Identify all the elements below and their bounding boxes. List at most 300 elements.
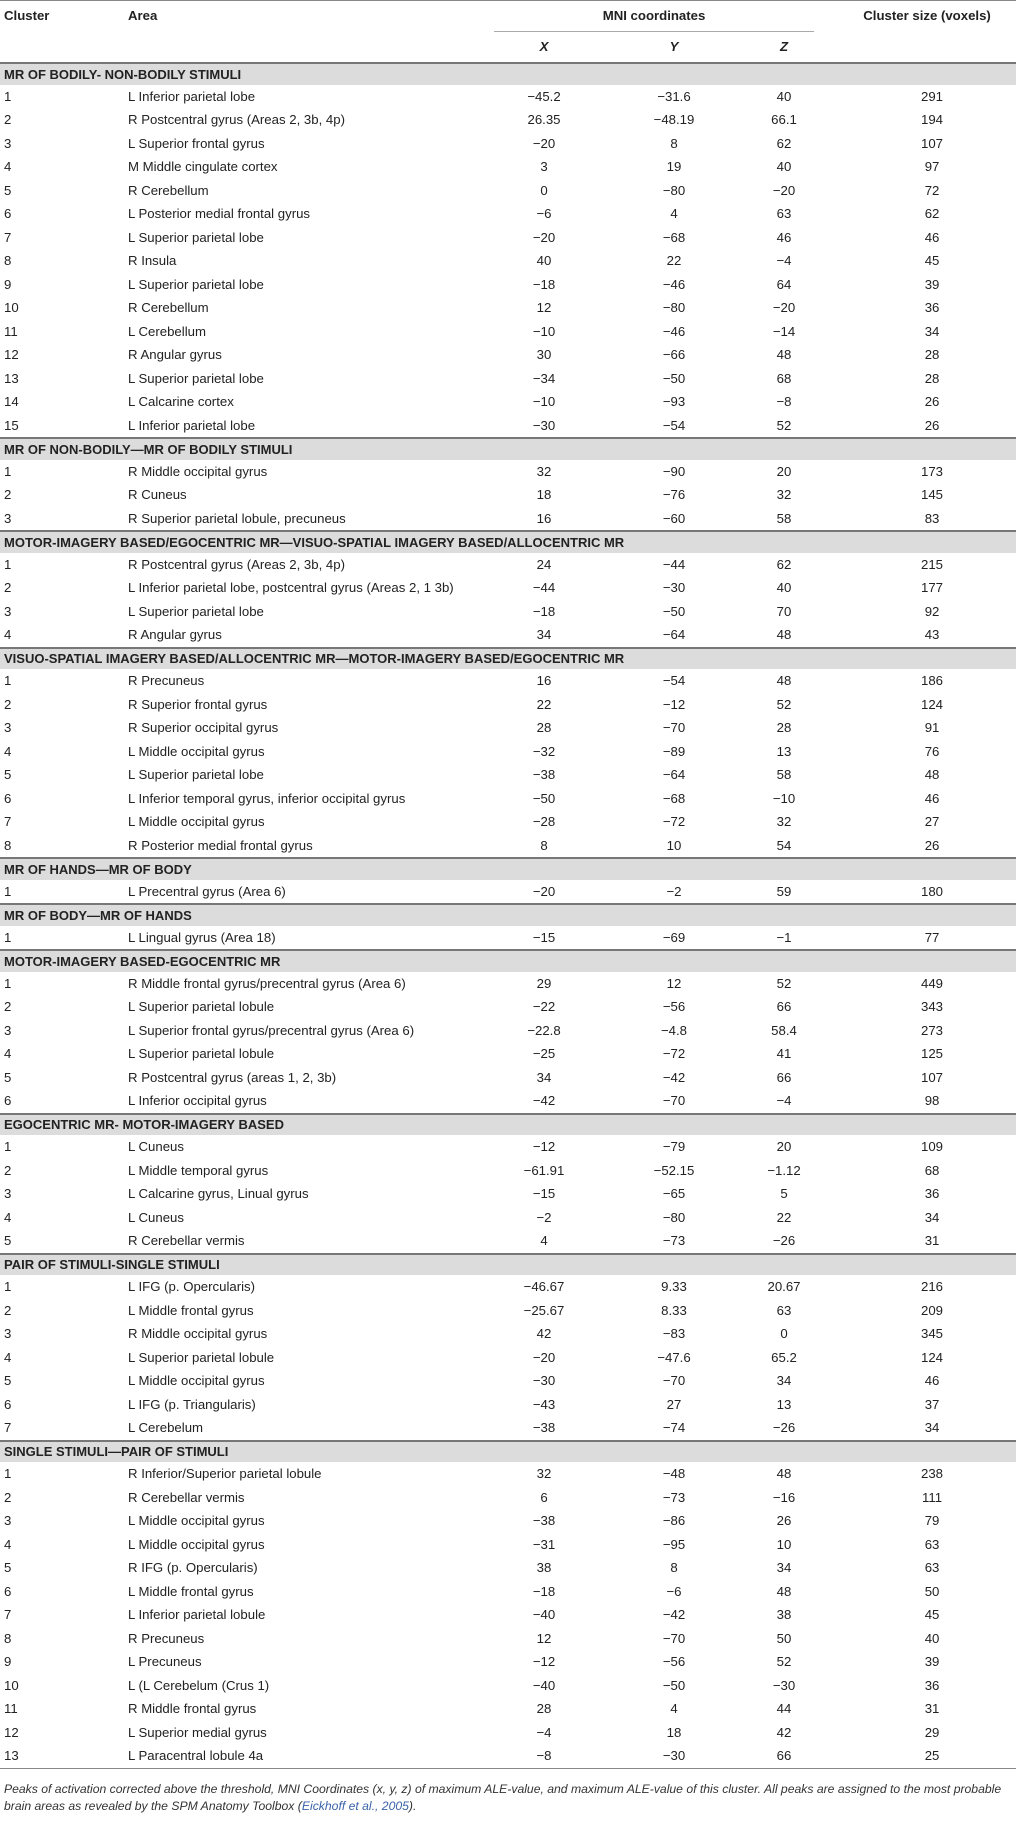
area-cell: L Calcarine gyrus, Linual gyrus [128, 1186, 309, 1202]
section-title: MR OF BODY—MR OF HANDS [0, 904, 1016, 926]
table-row [0, 1229, 1016, 1254]
y-cell: −64 [662, 767, 686, 783]
area-cell: L Superior parietal lobule [128, 1349, 275, 1365]
size-cell: 107 [921, 1069, 944, 1085]
area-cell: R Middle occipital gyrus [128, 1326, 268, 1342]
cluster-cell: 3 [4, 510, 12, 526]
cluster-cell: 2 [4, 1162, 12, 1178]
table-row [0, 740, 1016, 764]
cluster-cell: 8 [4, 1630, 12, 1646]
y-cell: −42 [662, 1607, 686, 1623]
y-cell: 4 [670, 1701, 678, 1717]
size-cell: 216 [921, 1279, 944, 1295]
size-cell: 34 [924, 1209, 940, 1225]
area-cell: R Angular gyrus [128, 347, 222, 363]
cluster-cell: 12 [4, 1724, 19, 1740]
y-cell: −72 [662, 1046, 686, 1062]
z-cell: 5 [780, 1186, 788, 1202]
area-cell: L Cuneus [128, 1139, 184, 1155]
size-cell: 37 [924, 1396, 940, 1412]
table-row [0, 343, 1016, 367]
caption-end: ). [408, 1798, 417, 1813]
table-row [0, 787, 1016, 811]
z-cell: 58 [776, 510, 792, 526]
cluster-cell: 7 [4, 814, 12, 830]
cluster-cell: 12 [4, 347, 19, 363]
section-title: MOTOR-IMAGERY BASED/EGOCENTRIC MR—VISUO-SPATIAL IMAGERY BASED/ALLOCENTRIC MR [0, 531, 1016, 553]
table-row [0, 834, 1016, 859]
size-cell: 343 [921, 999, 944, 1015]
x-cell: −31 [532, 1536, 556, 1552]
z-cell: −10 [772, 790, 796, 806]
z-cell: 66 [776, 1069, 792, 1085]
section-title: PAIR OF STIMULI-SINGLE STIMULI [0, 1254, 1016, 1276]
x-cell: −20 [532, 883, 556, 899]
cluster-cell: 4 [4, 627, 12, 643]
table-row [0, 1486, 1016, 1510]
size-cell: 27 [924, 814, 940, 830]
z-cell: 26 [776, 1513, 792, 1529]
x-cell: −4 [536, 1724, 552, 1740]
table-row [0, 155, 1016, 179]
y-cell: 27 [666, 1396, 682, 1412]
size-cell: 209 [921, 1302, 944, 1318]
size-cell: 36 [924, 1186, 940, 1202]
size-cell: 63 [924, 1560, 940, 1576]
x-cell: 34 [536, 627, 552, 643]
cluster-cell: 9 [4, 1654, 12, 1670]
cluster-cell: 5 [4, 1233, 12, 1249]
y-cell: −56 [662, 999, 686, 1015]
cluster-cell: 4 [4, 1046, 12, 1062]
table-row [0, 1135, 1016, 1159]
size-cell: 194 [921, 112, 944, 128]
area-cell: L Middle frontal gyrus [128, 1583, 254, 1599]
y-cell: 8.33 [661, 1302, 687, 1318]
x-cell: 4 [540, 1233, 548, 1249]
area-cell: L Lingual gyrus (Area 18) [128, 929, 276, 945]
cluster-cell: 2 [4, 112, 12, 128]
cluster-cell: 4 [4, 1349, 12, 1365]
table-row [0, 1299, 1016, 1323]
y-cell: −86 [662, 1513, 686, 1529]
x-cell: −61.91 [523, 1162, 565, 1178]
table-row [0, 1322, 1016, 1346]
cluster-cell: 9 [4, 276, 12, 292]
section-title: EGOCENTRIC MR- MOTOR-IMAGERY BASED [0, 1114, 1016, 1136]
table-header [0, 1, 1016, 64]
y-cell: −65 [662, 1186, 686, 1202]
y-cell: −30 [594, 1744, 754, 1768]
cluster-cell: 5 [4, 1069, 12, 1085]
z-cell: 0 [780, 1326, 788, 1342]
size-cell: 26 [924, 394, 940, 410]
y-cell: −66 [662, 347, 686, 363]
z-cell: 63 [776, 1302, 792, 1318]
y-cell: −52.15 [653, 1162, 695, 1178]
table-caption [0, 1769, 1016, 1815]
y-cell: −46 [662, 276, 686, 292]
x-cell: −18 [532, 276, 556, 292]
size-cell: 173 [921, 463, 944, 479]
x-cell: −30 [532, 1373, 556, 1389]
z-cell: −4 [776, 253, 792, 269]
x-cell: 26.35 [527, 112, 561, 128]
table-row [0, 179, 1016, 203]
area-cell: R Postcentral gyrus (areas 1, 2, 3b) [128, 1069, 337, 1085]
y-cell: 10 [666, 837, 682, 853]
z-cell: 52 [776, 975, 792, 991]
section-header [0, 63, 1016, 85]
area-cell: L Superior parietal lobe [128, 276, 264, 292]
table-row [0, 995, 1016, 1019]
cluster-cell: 4 [4, 1209, 12, 1225]
cluster-cell: 1 [4, 556, 12, 572]
area-cell: L Middle occipital gyrus [128, 814, 265, 830]
cluster-cell: 3 [4, 135, 12, 151]
x-cell: 8 [540, 837, 548, 853]
cluster-cell: 11 [4, 323, 18, 339]
table-row [0, 85, 1016, 109]
cluster-cell: 2 [4, 1489, 12, 1505]
table-row [0, 576, 1016, 600]
x-cell: −38 [532, 1420, 556, 1436]
cluster-cell: 3 [4, 603, 12, 619]
y-cell: −44 [662, 556, 686, 572]
cluster-cell: 13 [4, 370, 19, 386]
table-body [0, 63, 1016, 1768]
x-cell: −20 [532, 135, 556, 151]
area-cell: L Paracentral lobule 4a [124, 1744, 494, 1768]
cluster-cell: 1 [4, 673, 12, 689]
y-cell: 18 [666, 1724, 682, 1740]
x-cell: 30 [536, 347, 552, 363]
table-row [0, 1019, 1016, 1043]
table-row [0, 669, 1016, 693]
x-cell: 12 [536, 300, 552, 316]
y-cell: −73 [662, 1233, 686, 1249]
z-cell: 52 [776, 1654, 792, 1670]
table-row [0, 1066, 1016, 1090]
table-row [0, 1369, 1016, 1393]
size-cell: 145 [921, 487, 944, 503]
area-cell: L Inferior parietal lobule [128, 1607, 266, 1623]
cluster-cell: 1 [4, 929, 12, 945]
y-cell: 22 [666, 253, 682, 269]
y-cell: −50 [662, 1677, 686, 1693]
size-cell: 26 [924, 417, 940, 433]
area-cell: L IFG (p. Triangularis) [128, 1396, 256, 1412]
size-cell: 273 [921, 1022, 944, 1038]
area-cell: L Superior medial gyrus [128, 1724, 267, 1740]
table-row [0, 1159, 1016, 1183]
y-cell: −80 [662, 182, 686, 198]
table-row [0, 1627, 1016, 1651]
y-cell: −76 [662, 487, 686, 503]
y-cell: 4 [670, 206, 678, 222]
size-cell: 72 [924, 182, 940, 198]
y-cell: −73 [662, 1489, 686, 1505]
size-cell: 186 [921, 673, 944, 689]
cluster-cell: 5 [4, 1560, 12, 1576]
z-cell: 68 [776, 370, 792, 386]
size-cell: 34 [924, 1420, 940, 1436]
z-cell: 40 [776, 88, 792, 104]
area-cell: R Posterior medial frontal gyrus [128, 837, 313, 853]
x-cell: 18 [536, 487, 552, 503]
x-cell: −12 [532, 1654, 556, 1670]
area-cell: R Cerebellum [128, 182, 209, 198]
z-cell: 50 [776, 1630, 792, 1646]
y-cell: −12 [662, 696, 686, 712]
size-cell: 111 [922, 1489, 943, 1505]
cluster-cell: 6 [4, 1583, 12, 1599]
z-cell: 70 [776, 603, 792, 619]
area-cell: R Inferior/Superior parietal lobule [128, 1466, 322, 1482]
y-cell: 12 [666, 975, 682, 991]
x-cell: −42 [532, 1093, 556, 1109]
y-cell: −89 [662, 743, 686, 759]
area-cell: L Middle occipital gyrus [128, 1373, 265, 1389]
z-cell: 65.2 [771, 1349, 797, 1365]
table-row [0, 1603, 1016, 1627]
z-cell: 52 [776, 696, 792, 712]
cluster-cell: 11 [4, 1701, 18, 1717]
area-cell: R Insula [128, 253, 177, 269]
table-row [0, 108, 1016, 132]
area-cell: L Inferior parietal lobe [128, 417, 256, 433]
area-cell: L Middle frontal gyrus [128, 1302, 254, 1318]
x-cell: 28 [536, 1701, 552, 1717]
table-row [0, 1697, 1016, 1721]
x-cell: 42 [536, 1326, 552, 1342]
table-row [0, 693, 1016, 717]
area-cell: L Inferior parietal lobe, postcentral gyrus (Areas 2, 1 3b) [128, 580, 454, 596]
z-cell: 32 [776, 487, 792, 503]
y-cell: −95 [662, 1536, 686, 1552]
cluster-cell: 4 [4, 1536, 12, 1552]
y-cell: −47.6 [657, 1349, 691, 1365]
table-row [0, 202, 1016, 226]
area-cell: L Superior frontal gyrus/precentral gyrus (Area 6) [128, 1022, 415, 1038]
z-cell: 42 [776, 1724, 792, 1740]
z-cell: 52 [776, 417, 792, 433]
area-cell: R Cerebellar vermis [128, 1233, 245, 1249]
section-header [0, 648, 1016, 670]
size-cell: 43 [924, 627, 940, 643]
area-cell: R IFG (p. Opercularis) [128, 1560, 258, 1576]
y-cell: 8 [670, 1560, 678, 1576]
table-row [0, 926, 1016, 951]
x-cell: −18 [532, 603, 556, 619]
z-cell: 48 [776, 627, 792, 643]
size-cell: 345 [921, 1326, 944, 1342]
y-cell: −6 [666, 1583, 682, 1599]
x-cell: 3 [540, 159, 548, 175]
x-cell: 22 [536, 696, 552, 712]
area-cell: L (L Cerebelum (Crus 1) [128, 1677, 270, 1693]
x-cell: −28 [532, 814, 556, 830]
area-cell: L Superior parietal lobule [128, 1046, 275, 1062]
y-cell: −54 [662, 417, 686, 433]
z-cell: 63 [776, 206, 792, 222]
table-row [0, 1346, 1016, 1370]
size-cell: 29 [924, 1724, 940, 1740]
area-cell: L Superior parietal lobe [128, 229, 264, 245]
x-cell: −44 [532, 580, 556, 596]
x-cell: −50 [532, 790, 556, 806]
y-cell: −56 [662, 1654, 686, 1670]
cluster-cell: 6 [4, 206, 12, 222]
x-cell: −34 [532, 370, 556, 386]
cluster-cell: 2 [4, 487, 12, 503]
y-cell: −80 [662, 300, 686, 316]
table-row [0, 1556, 1016, 1580]
cluster-cell: 1 [4, 1279, 12, 1295]
cluster-cell: 1 [4, 883, 12, 899]
size-cell: 28 [924, 370, 940, 386]
x-cell: −18 [532, 1583, 556, 1599]
x-cell: −12 [532, 1139, 556, 1155]
z-cell: 32 [776, 814, 792, 830]
section-header [0, 858, 1016, 880]
y-cell: 19 [666, 159, 682, 175]
z-cell: 20 [776, 463, 792, 479]
x-cell: −40 [532, 1677, 556, 1693]
x-cell: 32 [536, 1466, 552, 1482]
caption-reference-link[interactable]: Eickhoff et al., 2005 [301, 1798, 409, 1813]
size-cell: 215 [921, 556, 944, 572]
y-cell: −70 [662, 1093, 686, 1109]
cluster-cell: 7 [4, 229, 12, 245]
size-cell: 68 [924, 1162, 940, 1178]
header-size: Cluster size (voxels) [863, 8, 991, 23]
header-mni: MNI coordinates [494, 1, 814, 32]
cluster-cell: 4 [4, 743, 12, 759]
x-cell: −38 [532, 1513, 556, 1529]
x-cell: −22 [532, 999, 556, 1015]
table-row [0, 600, 1016, 624]
size-cell: 26 [924, 837, 940, 853]
size-cell: 97 [924, 159, 940, 175]
y-cell: −74 [662, 1420, 686, 1436]
z-cell: 62 [776, 556, 792, 572]
x-cell: 24 [536, 556, 552, 572]
area-cell: L Middle occipital gyrus [128, 1513, 265, 1529]
area-cell: L Middle occipital gyrus [128, 743, 265, 759]
size-cell: 63 [924, 1536, 940, 1552]
table-row [0, 249, 1016, 273]
z-cell: −20 [772, 300, 796, 316]
section-header [0, 438, 1016, 460]
size-cell: 40 [924, 1630, 940, 1646]
table-row [0, 1674, 1016, 1698]
area-cell: L Cerebelum [128, 1420, 204, 1436]
z-cell: −26 [772, 1420, 796, 1436]
z-cell: −1.12 [767, 1162, 801, 1178]
x-cell: 16 [536, 673, 552, 689]
table-row [0, 460, 1016, 484]
z-cell: 28 [776, 720, 792, 736]
area-cell: L Inferior parietal lobe [128, 88, 256, 104]
table-row [0, 1509, 1016, 1533]
cluster-cell: 1 [4, 1466, 12, 1482]
z-cell: 48 [776, 347, 792, 363]
size-cell: 50 [924, 1583, 940, 1599]
cluster-cell: 3 [4, 720, 12, 736]
z-cell: 58.4 [771, 1022, 797, 1038]
cluster-cell: 13 [0, 1744, 124, 1768]
y-cell: −48 [662, 1466, 686, 1482]
table-row [0, 367, 1016, 391]
y-cell: −68 [662, 229, 686, 245]
z-cell: 20 [776, 1139, 792, 1155]
y-cell: −50 [662, 603, 686, 619]
size-cell: 98 [924, 1093, 940, 1109]
area-cell: R Precuneus [128, 1630, 205, 1646]
y-cell: 8 [670, 135, 678, 151]
x-cell: −40 [532, 1607, 556, 1623]
y-cell: 9.33 [661, 1279, 687, 1295]
table-row [0, 132, 1016, 156]
cluster-cell: 6 [4, 1093, 12, 1109]
size-cell: 48 [924, 767, 940, 783]
size-cell: 124 [921, 696, 944, 712]
cluster-cell: 2 [4, 1302, 12, 1318]
x-cell: −22.8 [527, 1022, 561, 1038]
area-cell: L Superior parietal lobule [128, 999, 275, 1015]
cluster-cell: 3 [4, 1513, 12, 1529]
area-cell: R Middle frontal gyrus/precentral gyrus (Area 6) [128, 975, 406, 991]
x-cell: 40 [536, 253, 552, 269]
area-cell: L Superior parietal lobe [128, 767, 264, 783]
area-cell: L Superior parietal lobe [128, 370, 264, 386]
z-cell: 58 [776, 767, 792, 783]
z-cell: 48 [776, 673, 792, 689]
area-cell: R Cerebellum [128, 300, 209, 316]
section-header [0, 904, 1016, 926]
table-row [0, 390, 1016, 414]
table-row [0, 414, 1016, 439]
z-cell: 62 [776, 135, 792, 151]
area-cell: L Inferior occipital gyrus [128, 1093, 267, 1109]
header-z: Z [779, 39, 789, 54]
x-cell: 16 [536, 510, 552, 526]
x-cell: −25 [532, 1046, 556, 1062]
table-row [0, 716, 1016, 740]
area-cell: M Middle cingulate cortex [128, 159, 278, 175]
area-cell: R Superior occipital gyrus [128, 720, 279, 736]
x-cell: 32 [536, 463, 552, 479]
x-cell: −38 [532, 767, 556, 783]
table-row [0, 320, 1016, 344]
x-cell: 28 [536, 720, 552, 736]
cluster-cell: 7 [4, 1607, 12, 1623]
cluster-cell: 4 [4, 159, 12, 175]
cluster-cell: 5 [4, 182, 12, 198]
z-cell: −8 [776, 394, 792, 410]
size-cell: 31 [924, 1701, 940, 1717]
area-cell: L Superior parietal lobe [128, 603, 264, 619]
size-cell: 39 [924, 276, 940, 292]
x-cell: −43 [532, 1396, 556, 1412]
y-cell: −68 [662, 790, 686, 806]
section-header [0, 1441, 1016, 1463]
area-cell: L Cuneus [128, 1209, 184, 1225]
table-row [0, 1721, 1016, 1745]
x-cell: −8 [494, 1744, 594, 1768]
area-cell: L IFG (p. Opercularis) [128, 1279, 256, 1295]
